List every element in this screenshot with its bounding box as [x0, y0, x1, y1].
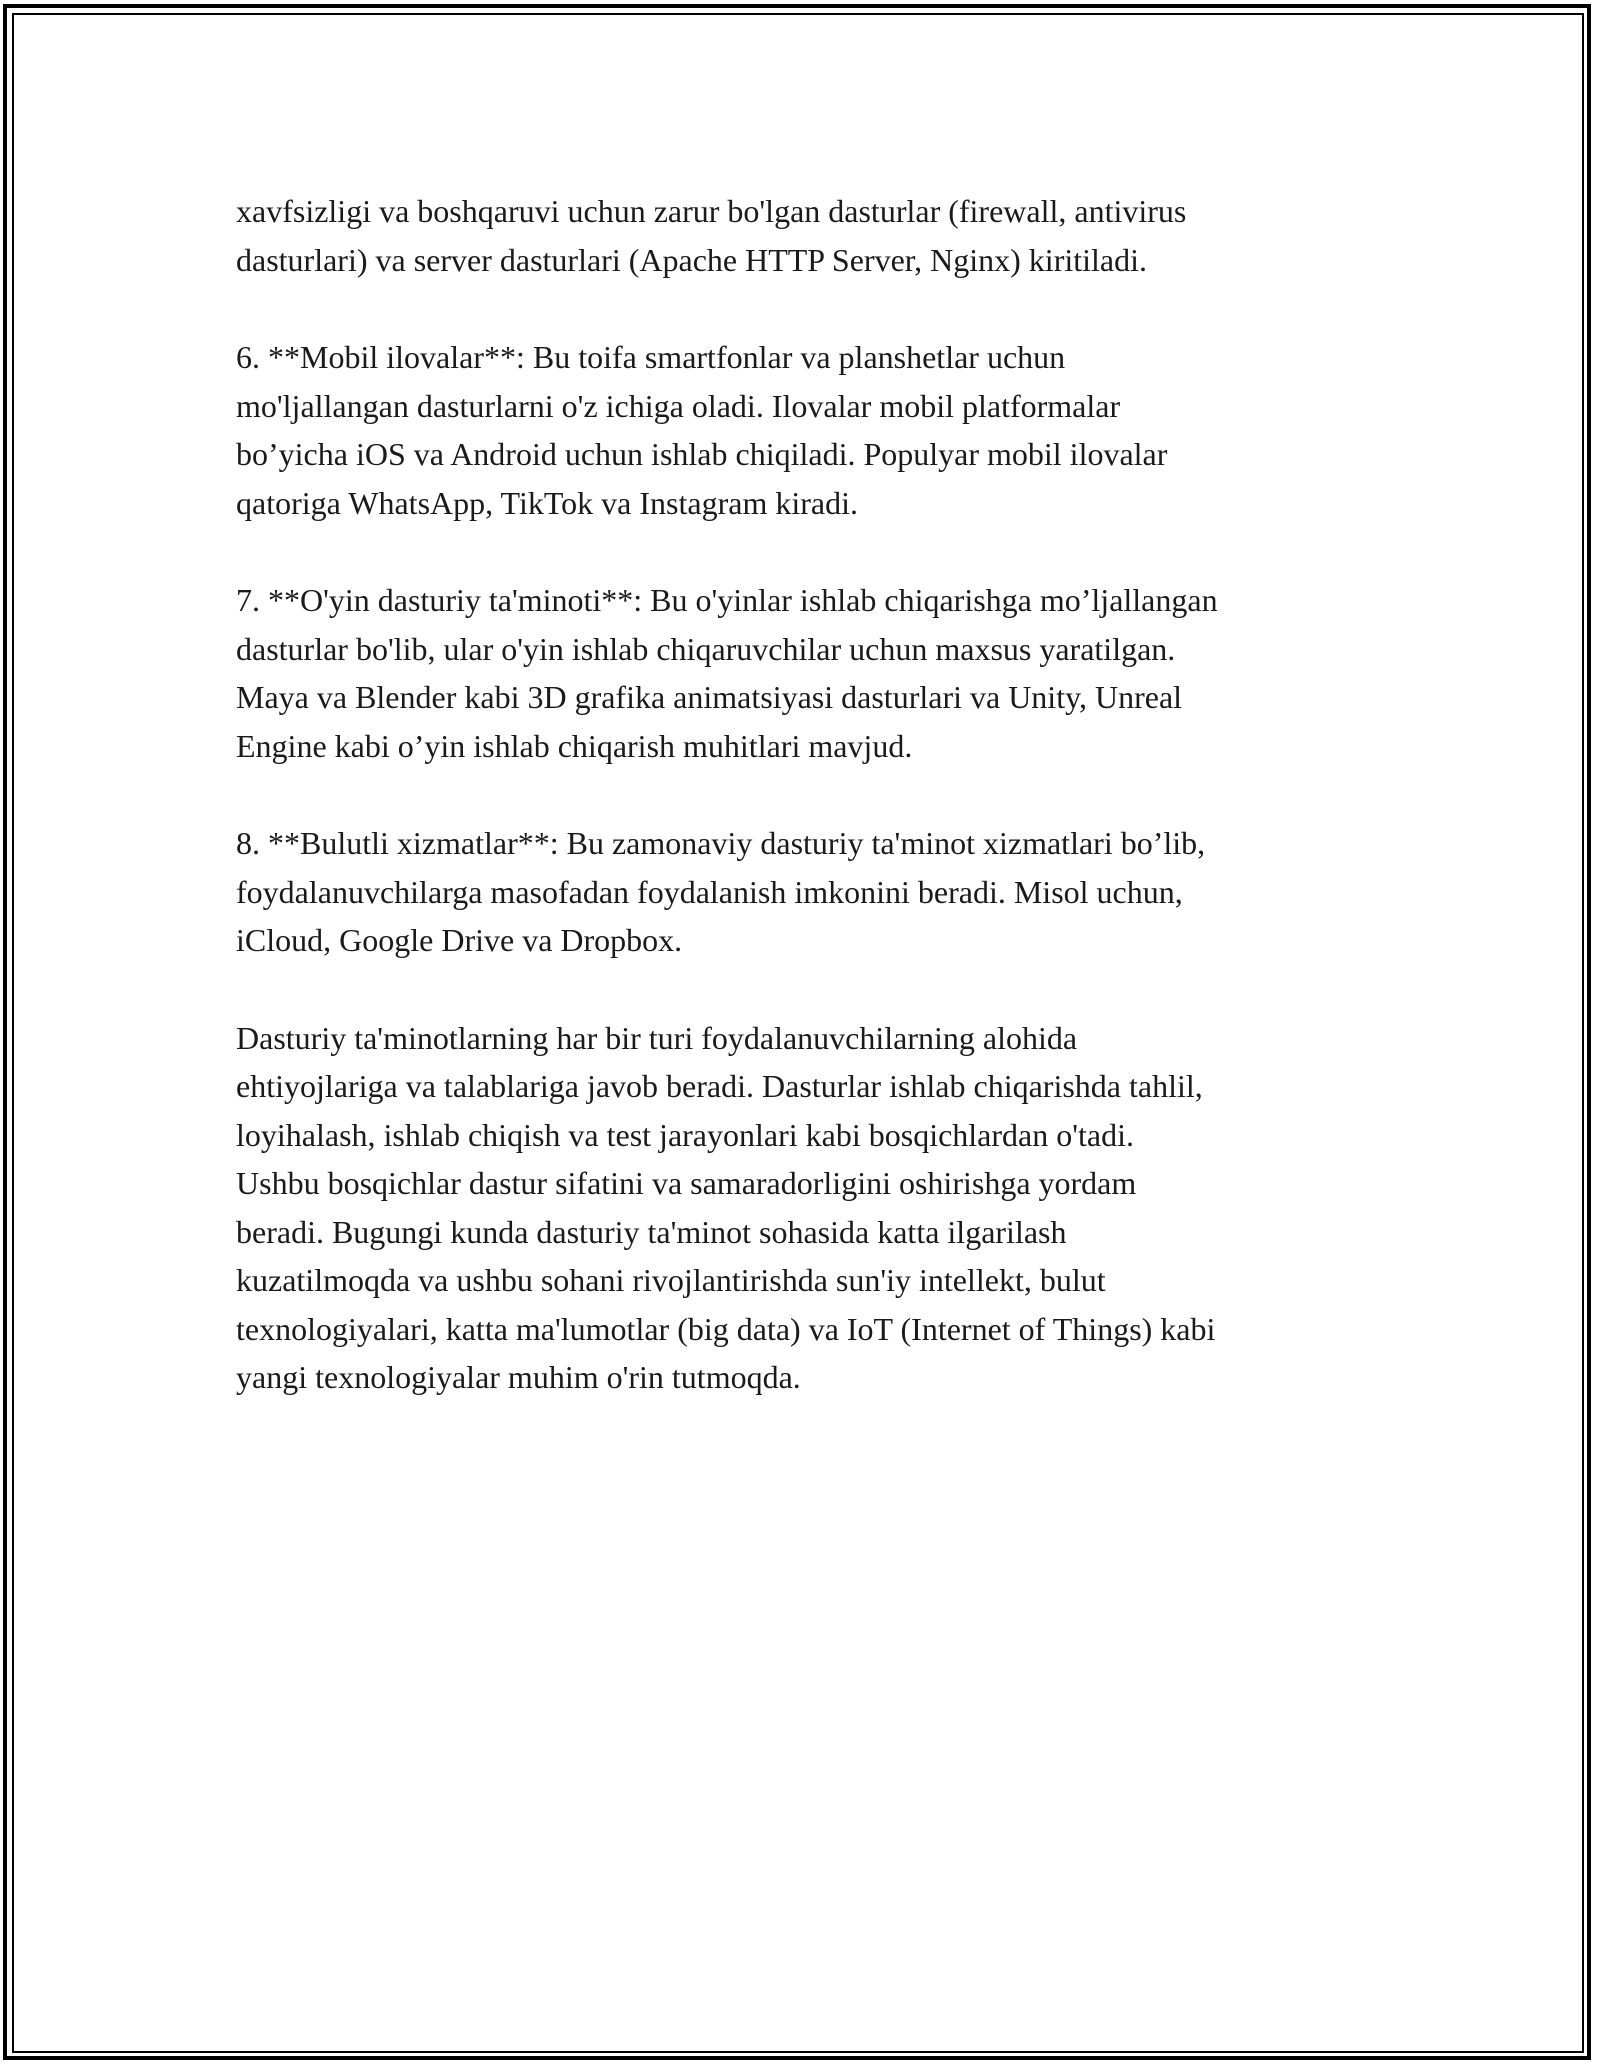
paragraph-game-software: 7. **O'yin dasturiy ta'minoti**: Bu o'yinlar ishlab chiqarishga mo’ljallangan dasturlar bo'lib, ular o'yin ishlab chiqaruvchilar uchun maxsus yaratilgan. Maya va Blender kabi 3D grafika animatsiyasi dasturlari va Unity, Unreal Engine kabi o’yin ishlab chiqarish muhitlari mavjud. [236, 582, 1218, 764]
paragraph-mobile-apps: 6. **Mobil ilovalar**: Bu toifa smartfonlar va planshetlar uchun mo'ljallangan dasturlarni o'z ichiga oladi. Ilovalar mobil platformalar bo’yicha iOS va Android uchun ishlab chiqiladi. Populyar mobil ilovalar qatoriga WhatsApp, TikTok va Instagram kiradi. [236, 339, 1168, 521]
paragraph-conclusion: Dasturiy ta'minotlarning har bir turi foydalanuvchilarning alohida ehtiyojlariga va talablariga javob beradi. Dasturlar ishlab chiqarishda tahlil, loyihalash, ishlab chiqish va test jarayonlari kabi bosqichlardan o'tadi. Ushbu bosqichlar dastur sifatini va samaradorligini oshirishga yordam beradi. Bugungi kunda dasturiy ta'minot sohasida katta ilgarilash kuzatilmoqda va ushbu sohani rivojlantirishda sun'iy intellekt, bulut texnologiyalari, katta ma'lumotlar (big data) va IoT (Internet of Things) kabi yangi texnologiyalar muhim o'rin tutmoqda. [236, 1019, 1216, 1395]
paragraph-security-software-continued: xavfsizligi va boshqaruvi uchun zarur bo'lgan dasturlar (firewall, antivirus dasturlari) va server dasturlari (Apache HTTP Server, Nginx) kiritiladi. [236, 193, 1187, 278]
paragraph-cloud-services: 8. **Bulutli xizmatlar**: Bu zamonaviy dasturiy ta'minot xizmatlari bo’lib, foydalanuvchilarga masofadan foydalanish imkonini beradi. Misol uchun, iCloud, Google Drive va Dropbox. [236, 825, 1206, 958]
document-body [236, 187, 1386, 1451]
